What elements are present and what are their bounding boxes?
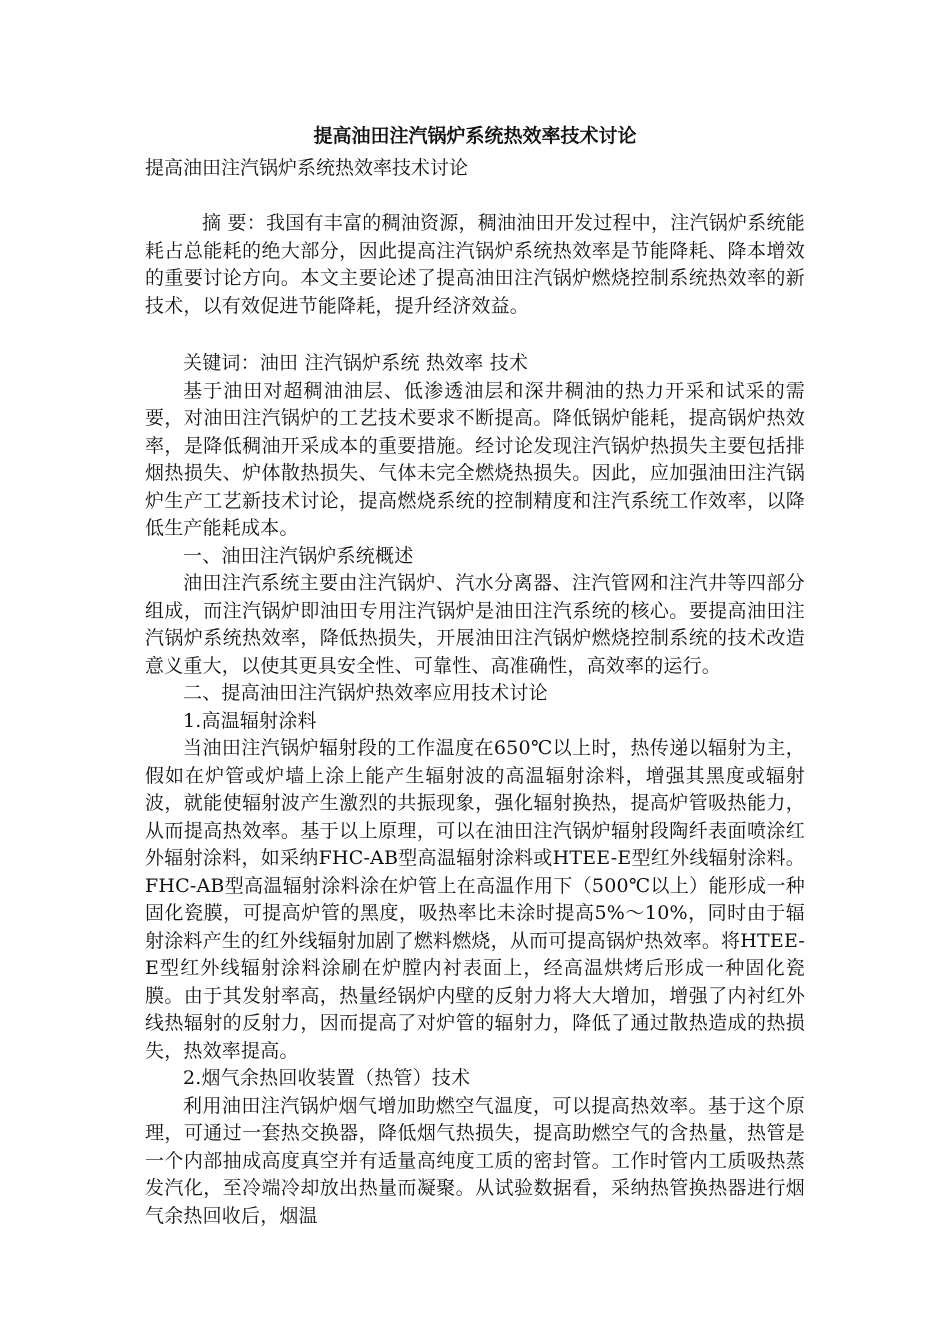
- document-subtitle: 提高油田注汽锅炉系统热效率技术讨论: [145, 157, 469, 179]
- subsection-heading-1: 1.高温辐射涂料: [183, 709, 317, 732]
- abstract-paragraph: 摘 要：我国有丰富的稠油资源，稠油油田开发过程中，注汽锅炉系统能耗占总能耗的绝大部分，因此提高注汽锅炉系统热效率是节能降耗、降本增效的重要讨论方向。本文主要论述了提高油田注汽锅炉燃烧控制系统热效率的新技术，以有效促进节能降耗，提升经济效益。: [145, 212, 805, 317]
- subsection-heading-2: 2.烟气余热回收装置（热管）技术: [183, 1067, 471, 1089]
- section-heading-1: 一、油田注汽锅炉系统概述: [183, 544, 414, 567]
- document-page: [145, 118, 805, 1230]
- section-1-paragraph: 油田注汽系统主要由注汽锅炉、汽水分离器、注汽管网和注汽井等四部分组成，而注汽锅炉即油田专用注汽锅炉是油田注汽系统的核心。要提高油田注汽锅炉系统热效率，降低热损失，开展油田注汽锅炉燃烧控制系统的技术改造意义重大，以使其更具安全性、可靠性、高准确性，高效率的运行。: [145, 572, 805, 677]
- section-heading-2: 二、提高油田注汽锅炉热效率应用技术讨论: [183, 682, 548, 704]
- subsection-1-paragraph: 当油田注汽锅炉辐射段的工作温度在650℃以上时，热传递以辐射为主，假如在炉管或炉墙上涂上能产生辐射波的高温辐射涂料，增强其黑度或辐射波，就能使辐射波产生激烈的共振现象，强化辐射换热，提高炉管吸热能力，从而提高热效率。基于以上原理，可以在油田注汽锅炉辐射段陶纤表面喷涂红外辐射涂料，如采纳FHC-AB型高温辐射涂料或HTEE-E型红外线辐射涂料。FHC-AB型高温辐射涂料涂在炉管上在高温作用下（500℃以上）能形成一种固化瓷膜，可提高炉管的黑度，吸热率比未涂时提高5%～10%，同时由于辐射涂料产生的红外线辐射加剧了燃料燃烧，从而可提高锅炉热效率。将HTEE-E型红外线辐射涂料涂刷在炉膛内衬表面上，经高温烘烤后形成一种固化瓷膜。由于其发射率高，热量经锅炉内壁的反射力将大大增加，增强了内衬红外线热辐射的反射力，因而提高了对炉管的辐射力，降低了通过散热造成的热损失，热效率提高。: [145, 737, 805, 1062]
- subsection-2-paragraph: 利用油田注汽锅炉烟气增加助燃空气温度，可以提高热效率。基于这个原理，可通过一套热交换器，降低烟气热损失，提高助燃空气的含热量，热管是一个内部抽成高度真空并有适量高纯度工质的密封管。工作时管内工质吸热蒸发汽化，至冷端冷却放出热量而凝聚。从试验数据看，采纳热管换热器进行烟气余热回收后，烟温: [145, 1094, 805, 1227]
- keywords-line: 关键词：油田 注汽锅炉系统 热效率 技术: [183, 352, 529, 374]
- intro-paragraph: 基于油田对超稠油油层、低渗透油层和深井稠油的热力开采和试采的需要，对油田注汽锅炉的工艺技术要求不断提高。降低锅炉能耗，提高锅炉热效率，是降低稠油开采成本的重要措施。经讨论发现注汽锅炉热损失主要包括排烟热损失、炉体散热损失、气体未完全燃烧热损失。因此，应加强油田注汽锅炉生产工艺新技术讨论，提高燃烧系统的控制精度和注汽系统工作效率，以降低生产能耗成本。: [145, 379, 805, 539]
- document-title: 提高油田注汽锅炉系统热效率技术讨论: [313, 125, 637, 147]
